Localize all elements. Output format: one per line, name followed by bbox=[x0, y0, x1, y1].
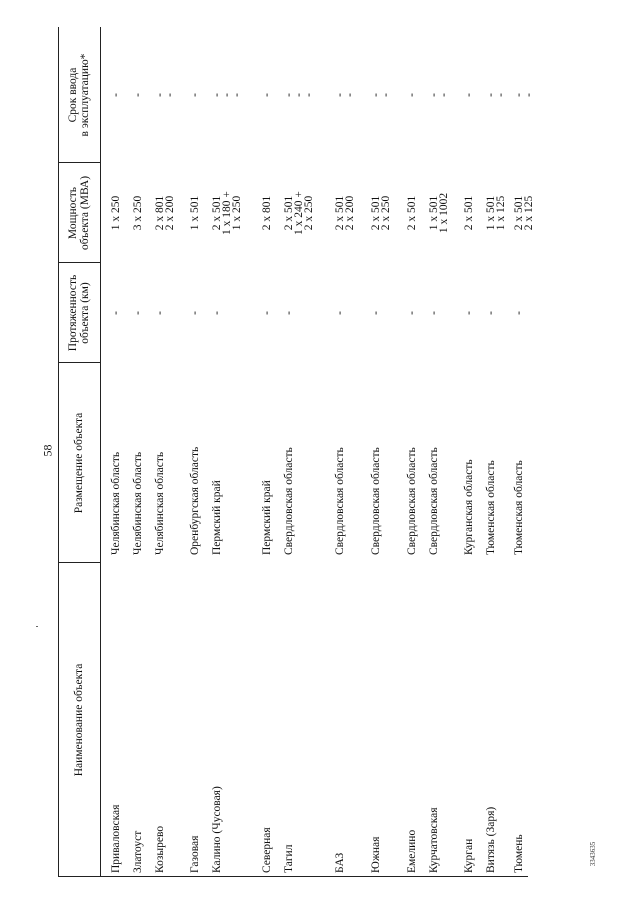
object-power: 2 х 501 2 х 250 bbox=[370, 195, 392, 231]
object-power: 2 х 501 1 х 180 + 1 х 250 bbox=[211, 191, 243, 235]
object-location: Свердловская область bbox=[428, 447, 440, 555]
object-location: Тюменская область bbox=[485, 460, 497, 555]
object-location: Свердловская область bbox=[334, 447, 346, 555]
object-length: - bbox=[261, 311, 273, 315]
document-code: 3343635 bbox=[589, 841, 597, 867]
object-power: 2 х 801 2 х 200 bbox=[154, 195, 176, 231]
object-location: Челябинская область bbox=[154, 451, 166, 555]
object-location: Челябинская область bbox=[132, 451, 144, 555]
object-power: 3 х 250 bbox=[132, 195, 144, 231]
object-length: - bbox=[334, 311, 346, 315]
object-date: - bbox=[132, 93, 144, 97]
object-power: 1 х 501 bbox=[189, 195, 201, 231]
object-length: - bbox=[211, 311, 223, 315]
object-length: - bbox=[513, 311, 525, 315]
object-power: 2 х 501 2 х 125 bbox=[513, 195, 535, 231]
object-name: Златоуст bbox=[132, 830, 144, 873]
object-location: Свердловская область bbox=[370, 447, 382, 555]
object-name: Тагил bbox=[283, 844, 295, 873]
object-date: - - bbox=[485, 93, 507, 97]
object-name: Тюмень bbox=[513, 834, 525, 873]
object-name: Козырево bbox=[154, 825, 166, 873]
object-date: - - bbox=[370, 93, 392, 97]
object-location: Оренбургская область bbox=[189, 446, 201, 555]
object-name: Северная bbox=[261, 827, 273, 873]
object-power: 1 х 501 1 х 125 bbox=[485, 195, 507, 231]
object-power: 2 х 801 bbox=[261, 195, 273, 231]
header-name: Наименование объекта bbox=[73, 663, 85, 777]
object-length: - bbox=[428, 311, 440, 315]
object-location: Свердловская область bbox=[283, 447, 295, 555]
header-location: Размещение объекта bbox=[73, 412, 85, 514]
object-date: - bbox=[110, 93, 122, 97]
object-name: Калино (Чусовая) bbox=[211, 786, 223, 873]
object-location: Свердловская область bbox=[406, 447, 418, 555]
object-date: - bbox=[189, 93, 201, 97]
object-power: 2 х 501 bbox=[463, 195, 475, 231]
object-date: - bbox=[463, 93, 475, 97]
header-length: Протяженность объекта (км) bbox=[67, 274, 91, 352]
object-name: БАЗ bbox=[334, 852, 346, 873]
object-length: - bbox=[485, 311, 497, 315]
object-date: - - bbox=[428, 93, 450, 97]
object-length: - bbox=[283, 311, 295, 315]
object-date: - - - bbox=[211, 93, 243, 97]
object-name: Курган bbox=[463, 838, 475, 873]
object-location: Тюменская область bbox=[513, 460, 525, 555]
object-length: - bbox=[110, 311, 122, 315]
header-power: Мощность объекта (МВА) bbox=[67, 175, 91, 251]
object-power: 2 х 501 1 х 240 + 2 х 250 bbox=[283, 191, 315, 235]
object-date: - - - bbox=[283, 93, 315, 97]
object-location: Пермский край bbox=[261, 480, 273, 555]
header-date: Срок ввода в эксплуатацию* bbox=[67, 53, 91, 137]
object-name: Южная bbox=[370, 836, 382, 873]
object-date: - bbox=[261, 93, 273, 97]
object-length: - bbox=[406, 311, 418, 315]
table-left-rule bbox=[58, 876, 528, 877]
object-name: Витязь (Заря) bbox=[485, 806, 497, 873]
object-power: 2 х 501 bbox=[406, 195, 418, 231]
object-name: Газовая bbox=[189, 835, 201, 873]
table-header-rule bbox=[100, 27, 101, 877]
object-date: - - bbox=[513, 93, 535, 97]
object-date: - - bbox=[334, 93, 356, 97]
object-length: - bbox=[463, 311, 475, 315]
object-power: 1 х 501 1 х 1002 bbox=[428, 192, 450, 234]
object-location: Пермский край bbox=[211, 480, 223, 555]
object-date: - - bbox=[154, 93, 176, 97]
object-date: - bbox=[406, 93, 418, 97]
object-power: 2 х 501 2 х 200 bbox=[334, 195, 356, 231]
object-location: Челябинская область bbox=[110, 451, 122, 555]
object-table bbox=[58, 27, 558, 877]
object-name: Приваловская bbox=[110, 804, 122, 873]
object-length: - bbox=[154, 311, 166, 315]
object-length: - bbox=[370, 311, 382, 315]
object-length: - bbox=[189, 311, 201, 315]
object-name: Курчатовская bbox=[428, 807, 440, 873]
object-power: 1 х 250 bbox=[110, 195, 122, 231]
margin-mark bbox=[36, 626, 38, 627]
object-location: Курганская область bbox=[463, 459, 475, 555]
object-length: - bbox=[132, 311, 144, 315]
page-number: 58 bbox=[40, 444, 55, 457]
object-name: Емелино bbox=[406, 829, 418, 873]
